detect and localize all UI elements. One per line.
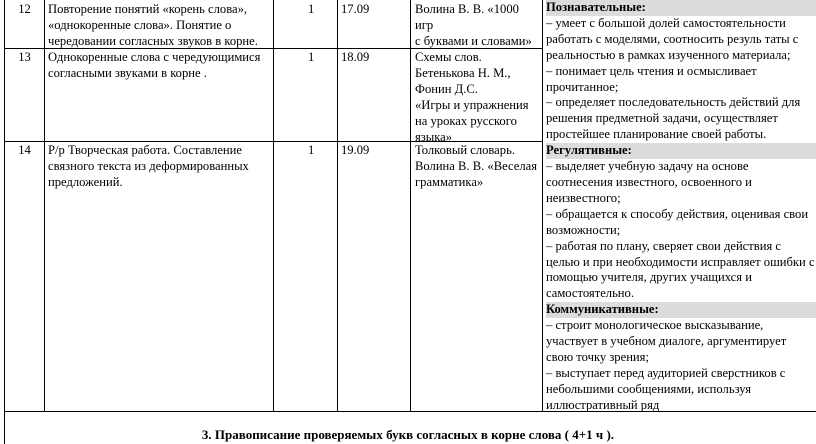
outcome-line: свою точку зрения; bbox=[546, 349, 649, 364]
lesson-hours: 1 bbox=[308, 50, 315, 64]
topic-line: чередовании согласных звуков в корне. bbox=[48, 33, 258, 48]
materials-line: Толковый словарь. bbox=[415, 143, 515, 157]
lesson-topic bbox=[48, 50, 260, 82]
materials-line: Волина В. В. «Веселая bbox=[415, 158, 538, 173]
outcome-line: помощью учителя, других учащихся и bbox=[546, 270, 752, 285]
row-number: 13 bbox=[18, 50, 31, 64]
materials-line: игр bbox=[415, 17, 434, 32]
topic-line: предложений. bbox=[48, 174, 123, 189]
outcome-line: – работая по плану, сверяет свои действия с bbox=[546, 238, 781, 253]
outcome-line: прочитанное; bbox=[546, 79, 619, 94]
outcome-line: – выступает перед аудиторией сверстников с bbox=[546, 365, 786, 380]
column-divider bbox=[337, 0, 338, 411]
outcome-line: простейшее планирование своей работы. bbox=[546, 127, 767, 142]
outcome-line: – умеет с большой долей самостоятельности bbox=[546, 15, 786, 30]
outcome-line: участвует в учебном диалоге, аргументирует bbox=[546, 334, 787, 349]
outcome-line: работать с моделями, соотносить резуль таты с bbox=[546, 31, 799, 46]
lesson-hours: 1 bbox=[308, 143, 315, 157]
topic-line: Р/р Творческая работа. Составление bbox=[48, 143, 242, 157]
lesson-topic bbox=[48, 2, 258, 50]
table-border-left bbox=[4, 0, 5, 444]
column-divider bbox=[542, 0, 543, 411]
outcome-line: возможности; bbox=[546, 222, 621, 237]
lesson-materials bbox=[415, 50, 529, 145]
materials-line: Схемы слов. bbox=[415, 50, 482, 64]
lesson-materials bbox=[415, 143, 537, 191]
column-divider bbox=[44, 0, 45, 411]
lesson-topic bbox=[48, 143, 249, 191]
topic-line: согласными звуками в корне . bbox=[48, 65, 207, 80]
outcome-line: неизвестного; bbox=[546, 190, 621, 205]
column-divider bbox=[273, 0, 274, 411]
outcome-line: – обращается к способу действия, оценивая свои bbox=[546, 206, 809, 221]
outcome-line: небольшими сообщениями, используя bbox=[546, 381, 752, 396]
lesson-materials bbox=[415, 2, 532, 50]
outcome-line: – понимает цель чтения и осмысливает bbox=[546, 63, 757, 78]
materials-line: «Игры и упражнения bbox=[415, 97, 529, 112]
outcome-line: – выделяет учебную задачу на основе bbox=[546, 159, 749, 174]
topic-line: Однокоренные слова с чередующимися bbox=[48, 50, 261, 64]
lesson-date: 17.09 bbox=[341, 2, 370, 16]
column-divider bbox=[410, 0, 411, 411]
outcome-heading: Регулятивные: bbox=[546, 143, 816, 159]
outcome-heading: Познавательные: bbox=[546, 0, 816, 16]
topic-line: «однокоренные слова». Понятие о bbox=[48, 17, 232, 32]
materials-line: Фонин Д.С. bbox=[415, 81, 478, 96]
learning-outcomes bbox=[546, 0, 816, 414]
materials-line: Волина В. В. «1000 bbox=[415, 2, 519, 16]
materials-line: грамматика» bbox=[415, 174, 484, 189]
lesson-date: 18.09 bbox=[341, 50, 370, 64]
materials-line: Бетенькова Н. М., bbox=[415, 65, 511, 80]
topic-line: связного текста из деформированных bbox=[48, 158, 249, 173]
outcome-line: решения предметной задачи, осуществляет bbox=[546, 111, 778, 126]
outcome-line: – строит монологическое высказывание, bbox=[546, 318, 764, 333]
materials-line: с буквами и словами» bbox=[415, 33, 532, 48]
outcome-line: целью и при необходимости исправляет ошибки с bbox=[546, 254, 815, 269]
lesson-hours: 1 bbox=[308, 2, 315, 16]
section-heading: 3. Правописание проверяемых букв согласных в корне слова ( 4+1 ч ). bbox=[201, 427, 615, 442]
outcome-line: – определяет последовательность действий для bbox=[546, 95, 801, 110]
materials-line: на уроках русского bbox=[415, 113, 517, 128]
row-number: 12 bbox=[18, 2, 31, 16]
outcome-line: самостоятельно. bbox=[546, 286, 634, 301]
topic-line: Повторение понятий «корень слова», bbox=[48, 2, 248, 16]
lesson-date: 19.09 bbox=[341, 143, 370, 157]
outcome-line: иллюстративный ряд bbox=[546, 397, 660, 412]
row-number: 14 bbox=[18, 143, 31, 157]
outcome-line: соотнесения известного, освоенного и bbox=[546, 174, 752, 189]
outcome-heading: Коммуникативные: bbox=[546, 302, 816, 318]
outcome-line: реальностью в рамках изученного материала; bbox=[546, 47, 791, 62]
materials-line: языка» bbox=[415, 129, 453, 144]
